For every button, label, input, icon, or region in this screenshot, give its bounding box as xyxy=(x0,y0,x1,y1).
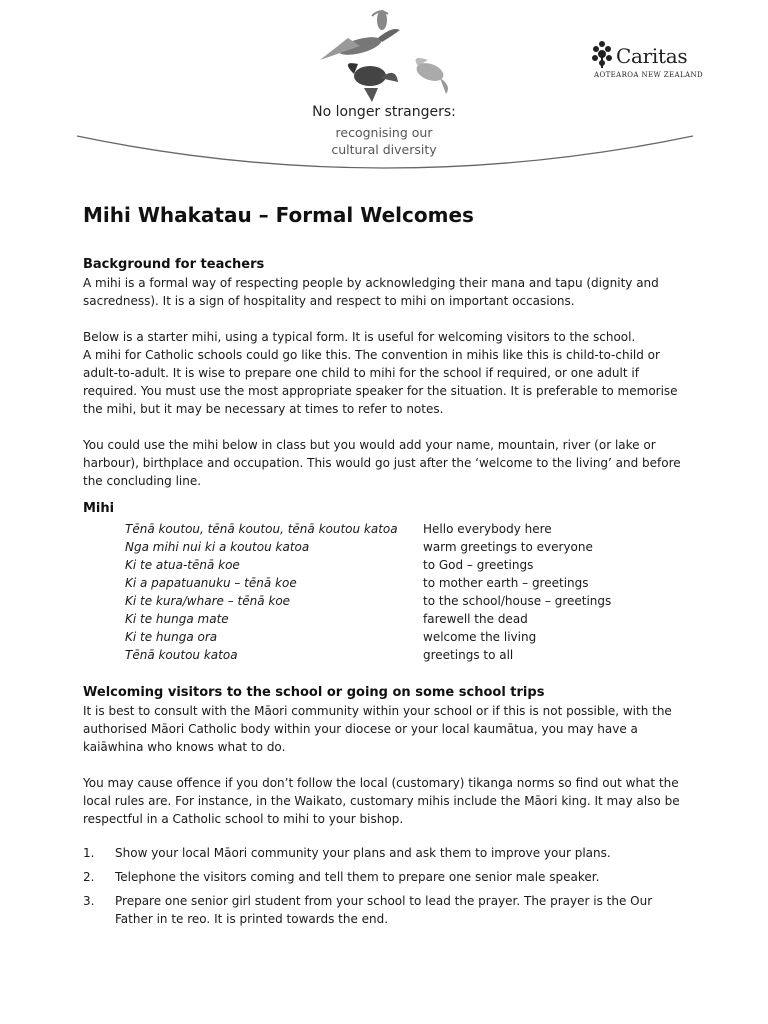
mihi-maori: Ki te atua-tēnā koe xyxy=(125,558,240,572)
list-number: 1. xyxy=(83,846,95,860)
steps-list xyxy=(83,844,693,928)
list-item xyxy=(83,844,693,862)
logo-subtitle: AOTEAROA NEW ZEALAND xyxy=(594,71,704,79)
mihi-maori: Tēnā koutou katoa xyxy=(125,648,238,662)
page-header xyxy=(0,0,768,180)
mihi-maori: Ki te hunga ora xyxy=(125,630,218,644)
paragraph xyxy=(83,328,693,418)
list-number: 2. xyxy=(83,870,95,884)
banner-arc xyxy=(75,128,695,178)
list-item xyxy=(83,868,693,886)
list-number: 3. xyxy=(83,894,95,908)
section-heading-welcoming: Welcoming visitors to the school or going on some school trips xyxy=(83,685,545,700)
paragraph-line: A mihi for Catholic schools could go like this. The convention in mihis like this is child-to-child or adult-to-adult. It is wise to prepare one child to mihi for the school if required, or one adult if required. You must use the most appropriate speaker for the situation. It is preferable to memorise the mihi, but it may be necessary at times to refer to notes. xyxy=(83,348,678,416)
mihi-maori: Ki a papatuanuku – tēnā koe xyxy=(125,576,297,590)
mihi-english: farewell the dead xyxy=(423,612,528,626)
mihi-english: to God – greetings xyxy=(423,558,534,572)
mihi-maori: Nga mihi nui ki a koutou katoa xyxy=(125,540,310,554)
logo-name: Caritas xyxy=(616,44,688,68)
section-heading-background: Background for teachers xyxy=(83,257,265,272)
paragraph: You could use the mihi below in class but you would add your name, mountain, river (or lake or harbour), birthplace and occupation. This would go just after the ‘welcome to the living’ and before the concluding line. xyxy=(83,438,681,488)
mihi-english: to mother earth – greetings xyxy=(423,576,589,590)
mihi-english: greetings to all xyxy=(423,648,514,662)
mihi-table xyxy=(125,520,693,664)
mihi-english: Hello everybody here xyxy=(423,522,552,536)
mihi-english: welcome the living xyxy=(423,630,537,644)
list-item xyxy=(83,892,693,928)
banner-subtitle-line: cultural diversity xyxy=(331,142,437,157)
list-text: Show your local Māori community your plans and ask them to improve your plans. xyxy=(115,846,611,860)
paragraph-line: Below is a starter mihi, using a typical form. It is useful for welcoming visitors to the school. xyxy=(83,330,636,344)
banner-title: No longer strangers: xyxy=(312,104,456,120)
list-text: Prepare one senior girl student from your school to lead the prayer. The prayer is the Our Father in te reo. It is printed towards the end. xyxy=(115,894,653,926)
paragraph: You may cause offence if you don’t follow the local (customary) tikanga norms so find out what the local rules are. For instance, in the Waikato, customary mihis include the Māori king. It may also be respectful in a Catholic school to mihi to your bishop. xyxy=(83,776,680,826)
mihi-maori: Tēnā koutou, tēnā koutou, tēnā koutou katoa xyxy=(125,522,398,536)
mihi-maori: Ki te hunga mate xyxy=(125,612,229,626)
paragraph: It is best to consult with the Māori community within your school or if this is not possible, with the authorised Māori Catholic body within your diocese or your local kaumātua, you may have a kaiāwhina who knows what to do. xyxy=(83,704,672,754)
section-heading-mihi: Mihi xyxy=(83,501,115,516)
mihi-maori: Ki te kura/whare – tēnā koe xyxy=(125,594,291,608)
mihi-english: warm greetings to everyone xyxy=(423,540,593,554)
list-text: Telephone the visitors coming and tell them to prepare one senior male speaker. xyxy=(115,870,600,884)
banner-subtitle-line: recognising our xyxy=(335,125,433,140)
birds-illustration xyxy=(300,8,470,108)
document-body xyxy=(83,202,693,934)
paragraph: A mihi is a formal way of respecting people by acknowledging their mana and tapu (dignity and sacredness). It is a sign of hospitality and respect to mihi on important occasions. xyxy=(83,276,659,308)
page-title: Mihi Whakatau – Formal Welcomes xyxy=(83,203,474,227)
mihi-english: to the school/house – greetings xyxy=(423,594,612,608)
